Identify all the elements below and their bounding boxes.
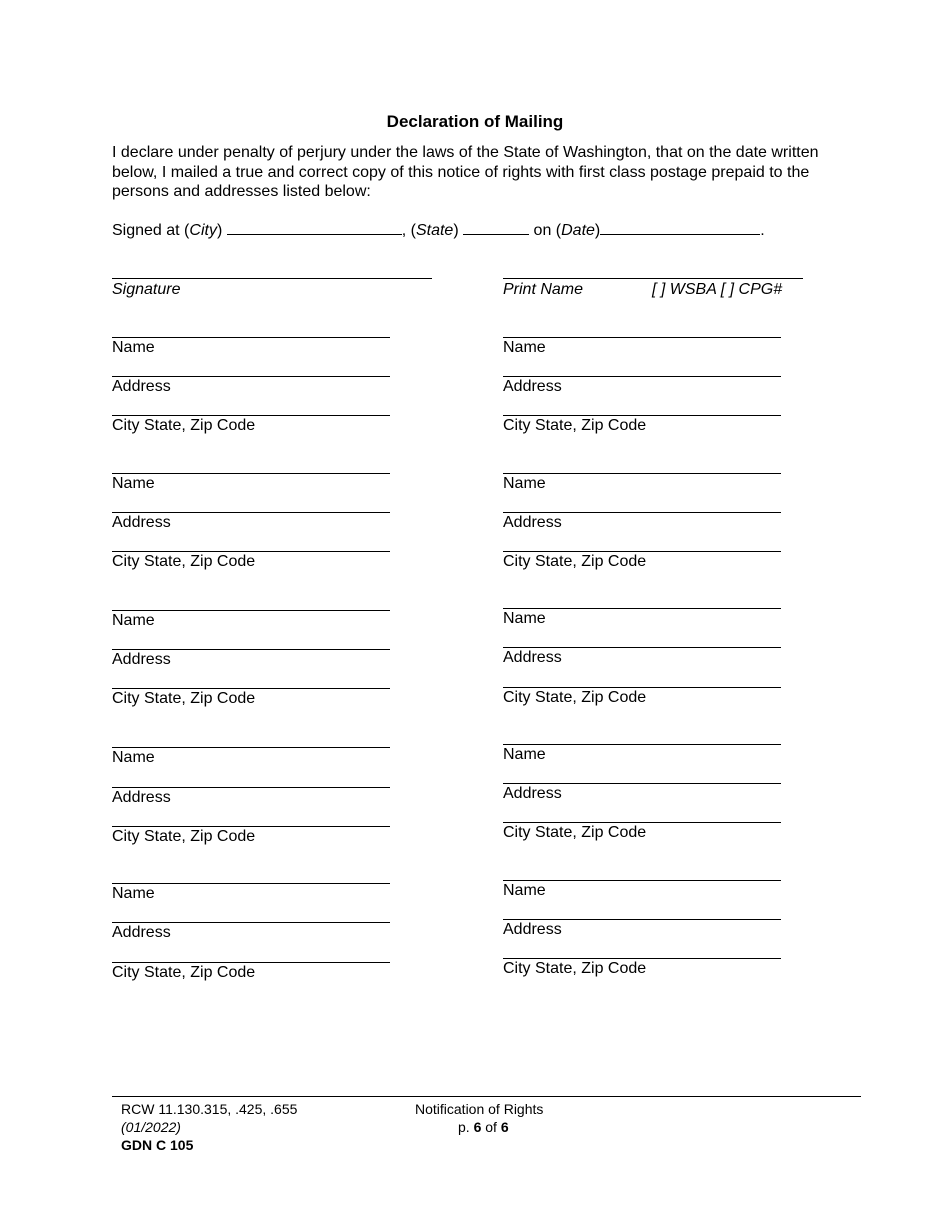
date-blank[interactable] [600, 220, 760, 235]
left-block-2-address-label: Address [112, 514, 171, 531]
signed-at-line [112, 220, 765, 240]
right-block-1-address-label: Address [503, 378, 562, 395]
print-name-label: Print Name [503, 281, 584, 298]
left-block-2-name-line[interactable] [112, 473, 390, 474]
page-title: Declaration of Mailing [386, 112, 564, 131]
right-block-4-address-line[interactable] [503, 783, 781, 784]
footer-page-number [458, 1118, 509, 1136]
left-block-4-address-line[interactable] [112, 787, 390, 788]
right-block-5-address-label: Address [503, 921, 562, 938]
close-paren: ) [216, 222, 223, 239]
footer-date: (01/2022) [121, 1119, 181, 1135]
left-block-1-address-line[interactable] [112, 376, 390, 377]
right-block-3-city-state-zip-label: City State, Zip Code [503, 689, 647, 706]
right-block-5-address-line[interactable] [503, 919, 781, 920]
left-block-2-city-state-zip-label: City State, Zip Code [112, 553, 256, 570]
left-block-4-name-line[interactable] [112, 747, 390, 748]
right-block-4-name-line[interactable] [503, 744, 781, 745]
comma-open: , ( [401, 222, 416, 239]
right-block-4-city-state-zip-line[interactable] [503, 822, 781, 823]
left-block-3-city-state-zip-label: City State, Zip Code [112, 690, 256, 707]
left-block-2-name-label: Name [112, 475, 155, 492]
right-block-3-name-label: Name [503, 610, 546, 627]
left-block-5-name-line[interactable] [112, 883, 390, 884]
left-block-5-city-state-zip-line[interactable] [112, 962, 390, 963]
left-block-4-city-state-zip-line[interactable] [112, 826, 390, 827]
close-paren: ) [594, 222, 601, 239]
left-block-4-address-label: Address [112, 789, 171, 806]
state-blank[interactable] [463, 220, 529, 235]
footer-rcw: RCW 11.130.315, .425, .655 [121, 1101, 298, 1117]
left-block-3-name-label: Name [112, 612, 155, 629]
left-block-1-name-label: Name [112, 339, 155, 356]
right-block-5-name-line[interactable] [503, 880, 781, 881]
right-block-5-city-state-zip-line[interactable] [503, 958, 781, 959]
right-block-2-name-label: Name [503, 475, 546, 492]
left-block-1-city-state-zip-line[interactable] [112, 415, 390, 416]
left-block-1-name-line[interactable] [112, 337, 390, 338]
city-blank[interactable] [227, 220, 402, 235]
left-block-2-address-line[interactable] [112, 512, 390, 513]
page-of: of [481, 1119, 501, 1135]
left-block-5-address-label: Address [112, 924, 171, 941]
right-block-2-name-line[interactable] [503, 473, 781, 474]
right-block-3-name-line[interactable] [503, 608, 781, 609]
right-block-3-address-line[interactable] [503, 647, 781, 648]
left-block-5-address-line[interactable] [112, 922, 390, 923]
left-block-4-name-label: Name [112, 749, 155, 766]
right-block-4-city-state-zip-label: City State, Zip Code [503, 824, 647, 841]
left-block-5-name-label: Name [112, 885, 155, 902]
city-caption: City [189, 222, 217, 239]
page-current: 6 [473, 1119, 482, 1135]
left-block-4-city-state-zip-label: City State, Zip Code [112, 828, 256, 845]
signature-label: Signature [112, 281, 181, 298]
left-block-2-city-state-zip-line[interactable] [112, 551, 390, 552]
period: . [760, 222, 765, 239]
left-block-3-name-line[interactable] [112, 610, 390, 611]
left-block-3-city-state-zip-line[interactable] [112, 688, 390, 689]
left-block-3-address-label: Address [112, 651, 171, 668]
left-block-1-address-label: Address [112, 378, 171, 395]
right-block-1-city-state-zip-line[interactable] [503, 415, 781, 416]
page-total: 6 [500, 1119, 509, 1135]
declaration-text: I declare under penalty of perjury under the laws of the State of Washington, that on the date written below, I mailed a true and correct copy of this notice of rights with first class postage prepaid to the persons and addresses listed below: [112, 144, 819, 200]
right-block-4-address-label: Address [503, 785, 562, 802]
right-block-3-address-label: Address [503, 649, 562, 666]
footer-rule [112, 1096, 861, 1097]
right-block-1-address-line[interactable] [503, 376, 781, 377]
right-block-5-city-state-zip-label: City State, Zip Code [503, 960, 647, 977]
right-block-2-city-state-zip-label: City State, Zip Code [503, 553, 647, 570]
footer-form-title: Notification of Rights [415, 1101, 544, 1117]
right-block-1-name-label: Name [503, 339, 546, 356]
date-caption: Date [561, 222, 595, 239]
right-block-2-address-label: Address [503, 514, 562, 531]
right-block-3-city-state-zip-line[interactable] [503, 687, 781, 688]
close-paren: ) [453, 222, 459, 239]
footer-form-code: GDN C 105 [121, 1137, 194, 1153]
right-block-2-address-line[interactable] [503, 512, 781, 513]
signature-line[interactable] [112, 278, 432, 279]
right-block-5-name-label: Name [503, 882, 546, 899]
right-block-1-name-line[interactable] [503, 337, 781, 338]
right-block-1-city-state-zip-label: City State, Zip Code [503, 417, 647, 434]
left-block-1-city-state-zip-label: City State, Zip Code [112, 417, 256, 434]
right-block-4-name-label: Name [503, 746, 546, 763]
left-block-5-city-state-zip-label: City State, Zip Code [112, 964, 256, 981]
print-name-line[interactable] [503, 278, 803, 279]
credential-label: [ ] WSBA [ ] CPG# [652, 281, 783, 298]
signed-at-text: Signed at ( [112, 222, 190, 239]
state-caption: State [415, 222, 454, 239]
left-block-3-address-line[interactable] [112, 649, 390, 650]
on-text: on ( [529, 222, 562, 239]
page-prefix: p. [458, 1119, 474, 1135]
right-block-2-city-state-zip-line[interactable] [503, 551, 781, 552]
